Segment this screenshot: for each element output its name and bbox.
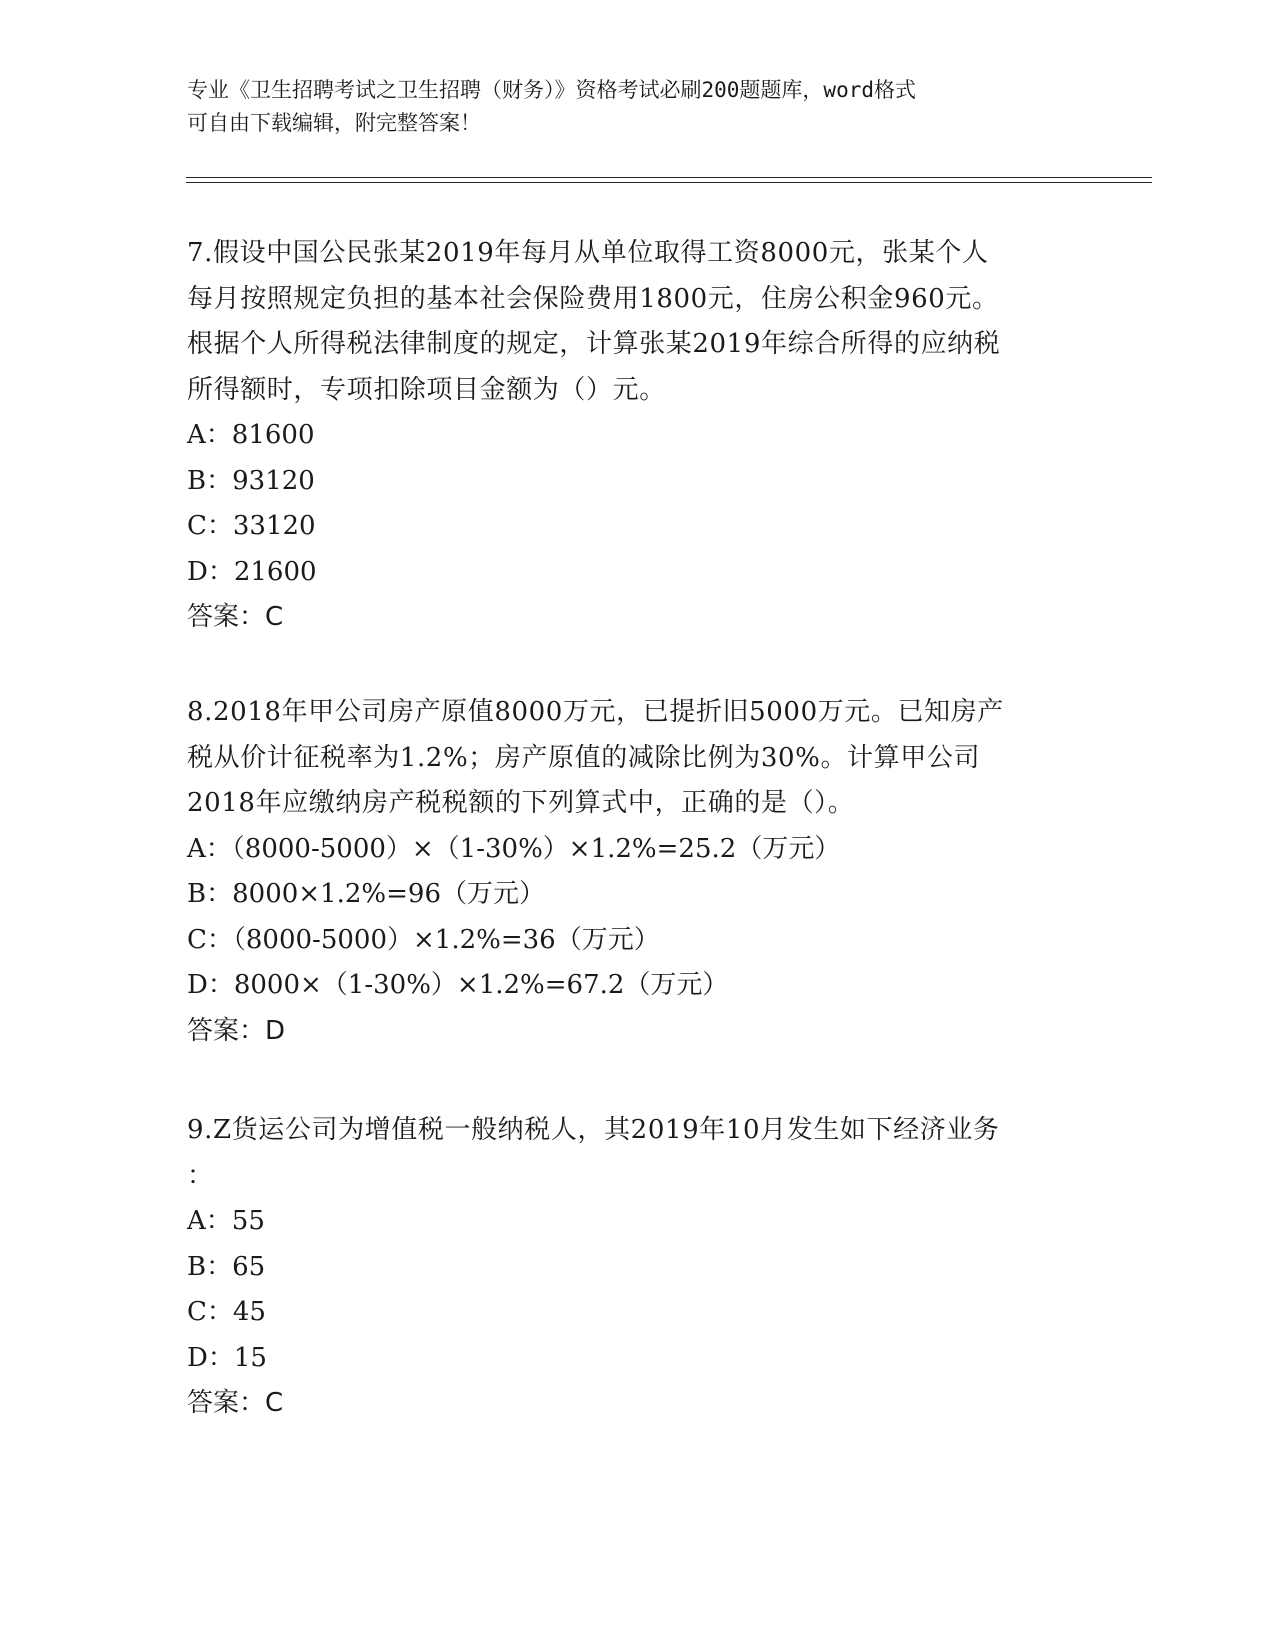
question-stem-line: 根据个人所得税法律制度的规定，计算张某2019年综合所得的应纳税 — [187, 329, 1001, 359]
question-stem-line: 9.Z货运公司为增值税一般纳税人，其2019年10月发生如下经济业务 — [187, 1115, 1000, 1145]
option-a: A：81600 — [187, 420, 315, 450]
question-7 — [187, 231, 1087, 641]
header-divider-bottom — [186, 182, 1152, 183]
question-stem-line: 所得额时，专项扣除项目金额为（）元。 — [187, 374, 666, 405]
option-a: A：55 — [187, 1206, 265, 1236]
document-header — [187, 74, 1087, 140]
header-title-line-2: 可自由下载编辑，附完整答案！ — [187, 111, 481, 135]
option-a: A：（8000-5000）×（1-30%）×1.2%=25.2（万元） — [187, 833, 841, 864]
question-stem-line: ： — [187, 1160, 214, 1191]
option-b: B：93120 — [187, 465, 315, 496]
answer-label: 答案：D — [187, 1015, 286, 1046]
option-c: C：33120 — [187, 511, 316, 541]
option-d: D：8000×（1-30%）×1.2%=67.2（万元） — [187, 970, 729, 1000]
option-b: B：8000×1.2%=96（万元） — [187, 879, 545, 909]
question-stem-line: 2018年应缴纳房产税税额的下列算式中，正确的是（）。 — [187, 788, 855, 818]
header-divider-top — [186, 177, 1152, 178]
question-stem-line: 7.假设中国公民张某2019年每月从单位取得工资8000元，张某个人 — [187, 238, 989, 268]
option-b: B：65 — [187, 1251, 266, 1282]
option-d: D：21600 — [187, 556, 317, 587]
option-c: C：（8000-5000）×1.2%=36（万元） — [187, 924, 660, 955]
question-stem-line: 税从价计征税率为1.2%；房产原值的减除比例为30%。计算甲公司 — [187, 742, 981, 773]
answer-label: 答案：C — [187, 602, 284, 632]
option-d: D：15 — [187, 1342, 267, 1373]
option-c: C：45 — [187, 1297, 266, 1327]
question-8 — [187, 690, 1087, 1054]
answer-label: 答案：C — [187, 1388, 284, 1418]
question-9 — [187, 1108, 1087, 1427]
header-title-line-1: 专业《卫生招聘考试之卫生招聘（财务）》资格考试必刷200题题库，word格式 — [187, 78, 916, 102]
question-stem-line: 每月按照规定负担的基本社会保险费用1800元，住房公积金960元。 — [187, 283, 999, 314]
question-stem-line: 8.2018年甲公司房产原值8000万元，已提折旧5000万元。已知房产 — [187, 697, 1004, 727]
